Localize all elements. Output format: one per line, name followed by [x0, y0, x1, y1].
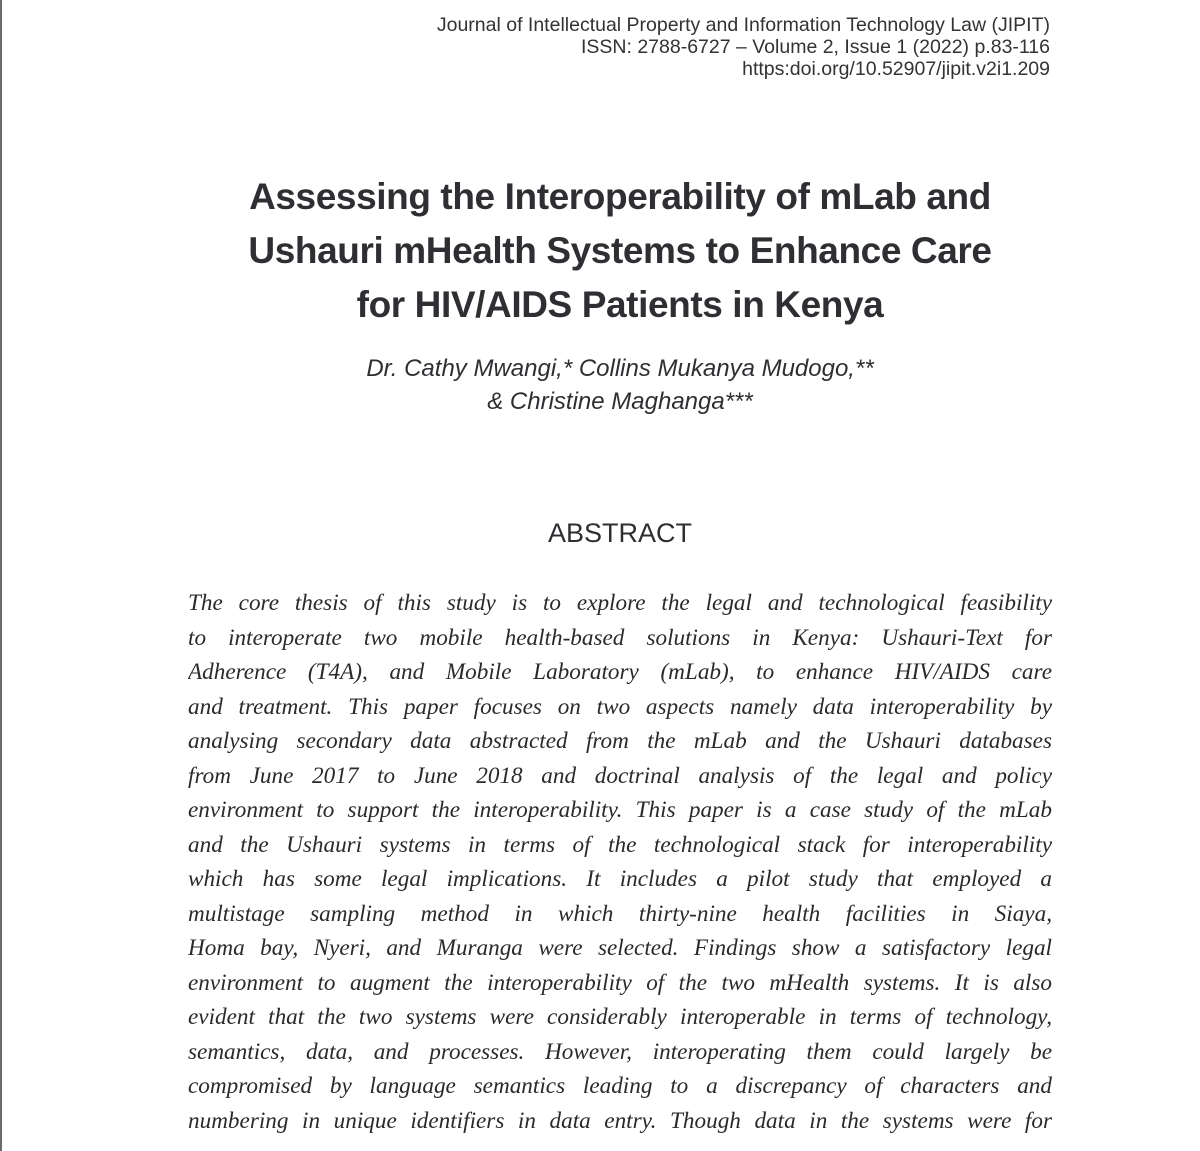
abstract-line: and the Ushauri systems in terms of the technological stack for interoperability — [188, 831, 1052, 858]
abstract-line: which has some legal implications. It includes a pilot study that employed a — [188, 866, 1052, 892]
title-line: Ushauri mHealth Systems to Enhance Care — [248, 230, 992, 271]
page-left-edge — [0, 0, 2, 1151]
authors-line: & Christine Maghanga*** — [487, 388, 753, 415]
abstract-heading: ABSTRACT — [547, 518, 693, 548]
author-list — [150, 352, 1090, 418]
abstract-line: and treatment. This paper focuses on two aspects namely data interoperability by — [188, 693, 1052, 720]
paper-title — [150, 170, 1090, 332]
abstract-body — [188, 586, 1052, 1138]
abstract-line: from June 2017 to June 2018 and doctrinal analysis of the legal and policy — [188, 762, 1052, 789]
abstract-line: environment to augment the interoperability of the two mHealth systems. It is also — [188, 969, 1052, 996]
abstract-line: Adherence (T4A), and Mobile Laboratory (mLab), to enhance HIV/AIDS care — [188, 659, 1052, 685]
journal-name: Journal of Intellectual Property and Information Technology Law (JIPIT) — [436, 14, 1050, 36]
abstract-line: environment to support the interoperability. This paper is a case study of the mLab — [188, 797, 1052, 823]
abstract-line: multistage sampling method in which thirty-nine health facilities in Siaya, — [188, 900, 1052, 927]
doi-text: https:doi.org/10.52907/jipit.v2i1.209 — [742, 58, 1050, 80]
abstract-line: to interoperate two mobile health-based solutions in Kenya: Ushauri-Text for — [188, 624, 1052, 651]
title-line: Assessing the Interoperability of mLab and — [249, 176, 991, 217]
abstract-line: numbering in unique identifiers in data entry. Though data in the systems were for — [188, 1107, 1052, 1134]
journal-header — [437, 14, 1050, 80]
abstract-line: Homa bay, Nyeri, and Muranga were selected. Findings show a satisfactory legal — [188, 935, 1052, 961]
issn-line: ISSN: 2788-6727 – Volume 2, Issue 1 (2022) p.83-116 — [580, 36, 1050, 58]
abstract-line: semantics, data, and processes. However, interoperating them could largely be — [188, 1038, 1052, 1065]
abstract-line: The core thesis of this study is to explore the legal and technological feasibility — [188, 590, 1052, 616]
title-line: for HIV/AIDS Patients in Kenya — [356, 284, 884, 325]
abstract-line: analysing secondary data abstracted from the mLab and the Ushauri databases — [188, 728, 1052, 754]
authors-line: Dr. Cathy Mwangi,* Collins Mukanya Mudogo,** — [366, 355, 874, 382]
abstract-line: evident that the two systems were considerably interoperable in terms of technology, — [188, 1004, 1052, 1030]
abstract-line: compromised by language semantics leading to a discrepancy of characters and — [188, 1073, 1052, 1099]
